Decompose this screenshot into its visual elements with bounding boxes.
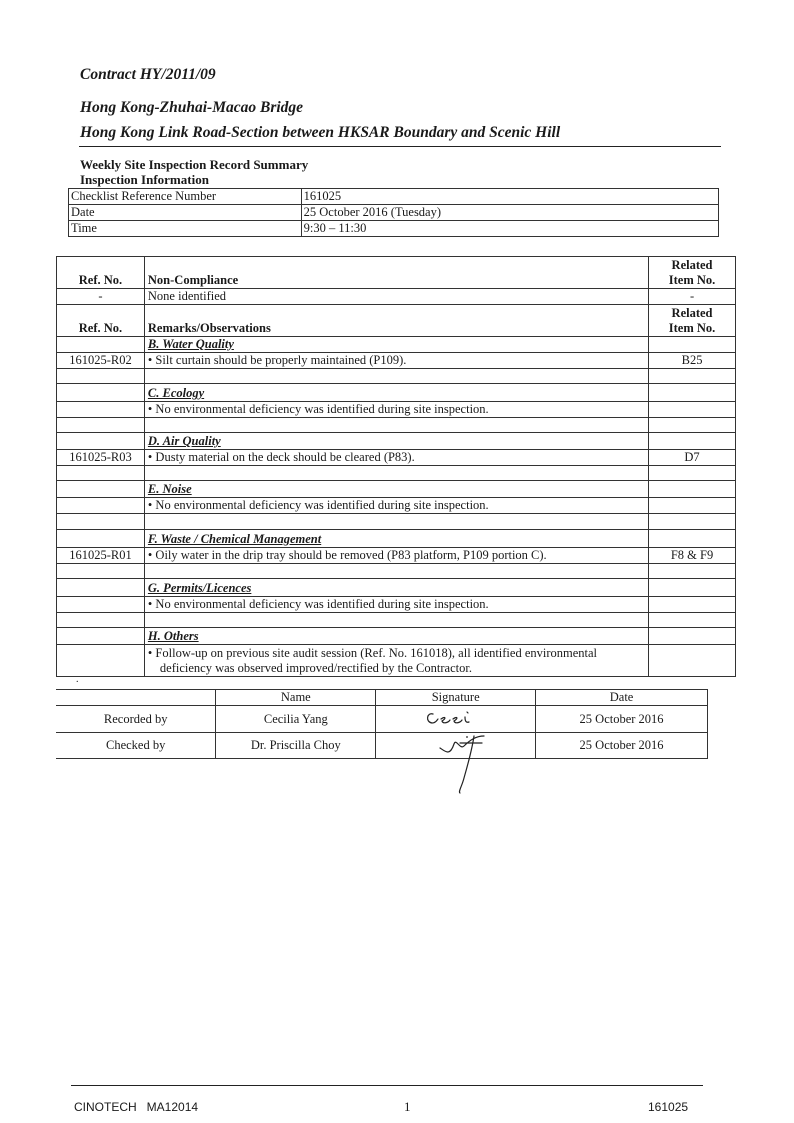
related-item: [649, 597, 736, 613]
footer-left: CINOTECH MA12014: [74, 1100, 199, 1114]
signature-header: Signature: [376, 690, 536, 706]
remarks-header: Remarks/Observations: [144, 305, 648, 337]
section-title: D. Air Quality: [144, 433, 648, 450]
signature-cell: [376, 706, 536, 733]
related-item: F8 & F9: [649, 548, 736, 564]
section-title-row: [57, 384, 736, 402]
header-rule: [79, 146, 721, 147]
signoff-row: [56, 733, 708, 759]
spacer-row: [57, 514, 736, 530]
info-label: Checklist Reference Number: [69, 189, 302, 205]
related-item: -: [649, 289, 736, 305]
signoff-role: Recorded by: [56, 706, 216, 733]
signoff-row: [56, 706, 708, 733]
footer-rule: [71, 1085, 703, 1086]
remark-row: [57, 353, 736, 369]
remark-text: • Dusty material on the deck should be cleared (P83).: [144, 450, 648, 466]
info-row: [69, 205, 719, 221]
remark-row: [57, 402, 736, 418]
ref-no: [57, 402, 145, 418]
ref-no: 161025-R03: [57, 450, 145, 466]
ref-no: -: [57, 289, 145, 305]
spacer-row: [57, 418, 736, 433]
ref-no: [57, 597, 145, 613]
signoff-date: 25 October 2016: [536, 733, 708, 759]
remark-row: [57, 645, 736, 677]
spacer-row: [57, 369, 736, 384]
footer-right: 161025: [648, 1100, 689, 1114]
section-title: C. Ecology: [144, 384, 648, 402]
name-header: Name: [216, 690, 376, 706]
project-name: Hong Kong-Zhuhai-Macao Bridge: [80, 99, 304, 116]
handwritten-signature-choy: [436, 730, 496, 796]
spacer-row: [57, 564, 736, 579]
noncompliance-text: None identified: [144, 289, 648, 305]
date-header: Date: [536, 690, 708, 706]
remark-text: • No environmental deficiency was identified during site inspection.: [144, 498, 648, 514]
section-title-row: [57, 337, 736, 353]
remark-text: • No environmental deficiency was identified during site inspection.: [144, 597, 648, 613]
ref-no: 161025-R01: [57, 548, 145, 564]
section-title-row: [57, 433, 736, 450]
inspection-record-table: [56, 256, 736, 677]
info-value: 25 October 2016 (Tuesday): [301, 205, 718, 221]
remark-row: [57, 498, 736, 514]
summary-title: Weekly Site Inspection Record Summary: [80, 157, 309, 172]
noncompliance-header: Non-Compliance: [144, 257, 648, 289]
section-title: B. Water Quality: [144, 337, 648, 353]
related-item-header: Related Item No.: [649, 305, 736, 337]
handwritten-signature-ceci: [421, 706, 491, 728]
section-title-row: [57, 579, 736, 597]
remark-text: • Oily water in the drip tray should be removed (P83 platform, P109 portion C).: [144, 548, 648, 564]
signoff-role: Checked by: [56, 733, 216, 759]
related-item-header: Related Item No.: [649, 257, 736, 289]
related-item: D7: [649, 450, 736, 466]
ref-no-header: Ref. No.: [57, 257, 145, 289]
signoff-table: [56, 689, 708, 759]
ref-no: 161025-R02: [57, 353, 145, 369]
info-row: [69, 189, 719, 205]
section-title: G. Permits/Licences: [144, 579, 648, 597]
section-name: Hong Kong Link Road-Section between HKSAR Boundary and Scenic Hill: [80, 124, 561, 141]
noncompliance-row: [57, 289, 736, 305]
info-title: Inspection Information: [80, 172, 209, 187]
remark-text: • Silt curtain should be properly maintained (P109).: [144, 353, 648, 369]
inspection-info-table: [68, 188, 719, 237]
section-title: F. Waste / Chemical Management: [144, 530, 648, 548]
related-item: B25: [649, 353, 736, 369]
remark-text: • No environmental deficiency was identified during site inspection.: [144, 402, 648, 418]
section-title-row: [57, 481, 736, 498]
section-title: H. Others: [144, 628, 648, 645]
info-value: 161025: [301, 189, 718, 205]
remark-text: • Follow-up on previous site audit session (Ref. No. 161018), all identified environmental deficiency was observed improved/rectified by the Contractor.: [144, 645, 648, 677]
contract-number: Contract HY/2011/09: [80, 66, 216, 83]
info-row: [69, 221, 719, 237]
signoff-date: 25 October 2016: [536, 706, 708, 733]
spacer-row: [57, 466, 736, 481]
ref-no: [57, 498, 145, 514]
related-item: [649, 402, 736, 418]
remark-row: [57, 450, 736, 466]
remark-row: [57, 597, 736, 613]
noncompliance-header-row: [57, 257, 736, 289]
info-label: Date: [69, 205, 302, 221]
info-value: 9:30 – 11:30: [301, 221, 718, 237]
page-number: 1: [404, 1099, 411, 1114]
remarks-header-row: [57, 305, 736, 337]
related-item: [649, 498, 736, 514]
ref-no-header: Ref. No.: [57, 305, 145, 337]
stray-dot: .: [76, 674, 79, 685]
section-title: E. Noise: [144, 481, 648, 498]
signoff-name: Cecilia Yang: [216, 706, 376, 733]
section-title-row: [57, 628, 736, 645]
info-label: Time: [69, 221, 302, 237]
spacer-row: [57, 613, 736, 628]
section-title-row: [57, 530, 736, 548]
remark-row: [57, 548, 736, 564]
signoff-header-row: [56, 690, 708, 706]
signoff-name: Dr. Priscilla Choy: [216, 733, 376, 759]
